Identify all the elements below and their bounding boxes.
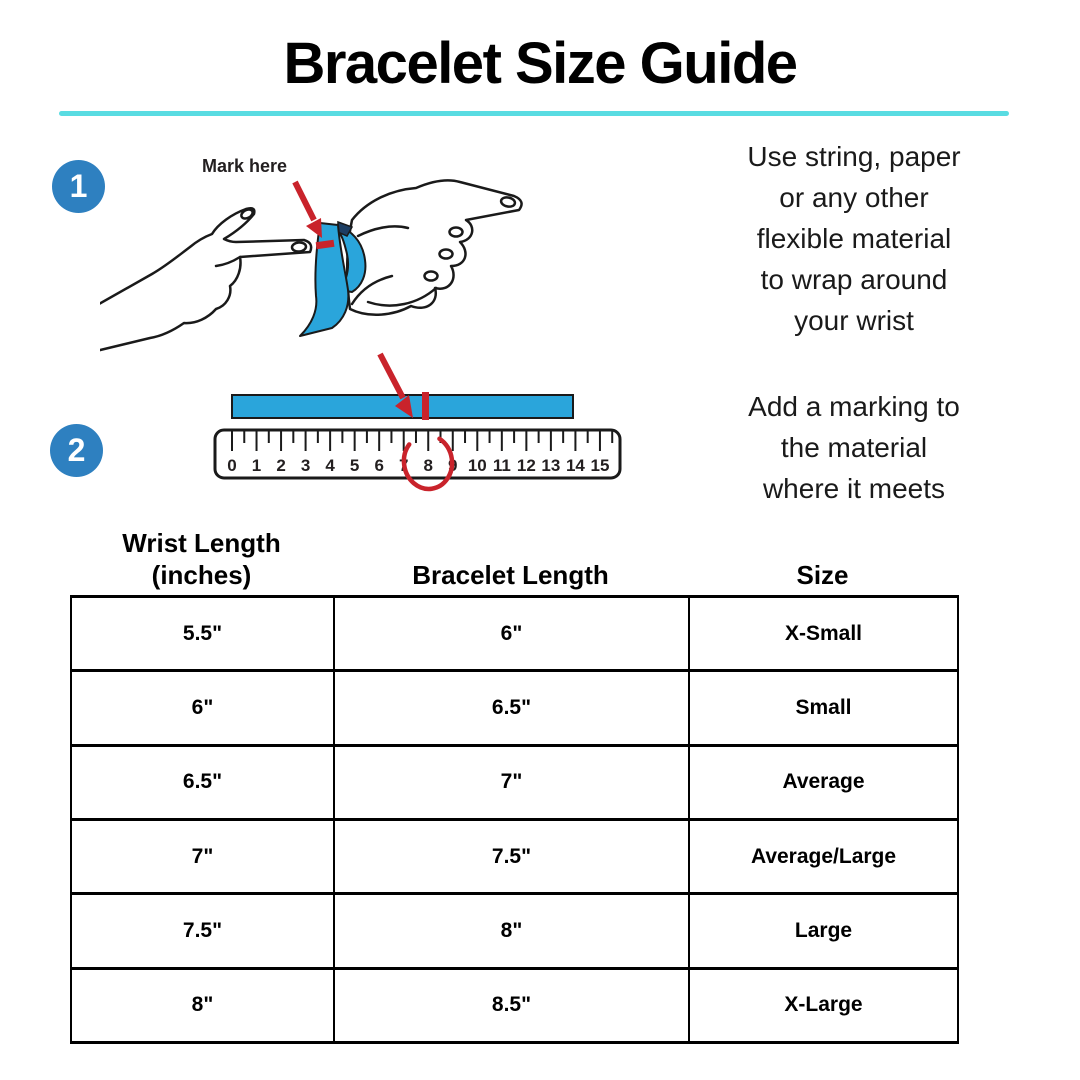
- bracelet-length-cell: 7": [334, 745, 689, 819]
- header-line: Size: [796, 560, 849, 590]
- header-line: Wrist Length: [122, 528, 281, 558]
- wrist-length-cell: 6.5": [71, 745, 334, 819]
- step-1-badge: [52, 160, 105, 213]
- ruler-number: 1: [251, 456, 262, 475]
- strip-red-mark: [422, 392, 429, 420]
- table-row: [71, 968, 958, 1042]
- ruler-number: 12: [516, 456, 536, 475]
- header-line: (inches): [151, 560, 252, 590]
- size-table: [70, 595, 959, 1044]
- ruler-number: 4: [325, 456, 335, 475]
- ruler-number: 9: [448, 456, 458, 475]
- size-cell: Average/Large: [689, 819, 958, 893]
- ruler-number: 10: [467, 456, 487, 475]
- instruction-line: your wrist: [794, 305, 914, 336]
- table-row: [71, 894, 958, 968]
- instruction-line: to wrap around: [760, 264, 948, 295]
- title-underline: [59, 111, 1009, 116]
- bracelet-length-cell: 6": [334, 597, 689, 671]
- bracelet-length-cell: 8": [334, 894, 689, 968]
- table-row: [71, 745, 958, 819]
- ruler-number: 15: [590, 456, 610, 475]
- wrist-length-cell: 8": [71, 968, 334, 1042]
- ruler-number: 3: [300, 456, 311, 475]
- instruction-line: the material: [780, 432, 928, 463]
- ruler-number: 8: [423, 456, 433, 475]
- instruction-line: Add a marking to: [748, 391, 960, 422]
- bracelet-length-cell: 6.5": [334, 671, 689, 745]
- ruler-number: 7: [398, 456, 409, 475]
- step-2-instruction: [684, 386, 1024, 509]
- pointing-hand-icon: [100, 208, 311, 352]
- instruction-line: or any other: [779, 182, 929, 213]
- table-row: [71, 819, 958, 893]
- ruler-illustration: [210, 350, 630, 500]
- open-hand-icon: [347, 180, 521, 314]
- wrist-length-cell: 5.5": [71, 597, 334, 671]
- header-size: [688, 524, 957, 593]
- step-2-number: 2: [67, 432, 86, 468]
- instruction-line: flexible material: [756, 223, 952, 254]
- instruction-line: where it meets: [762, 473, 946, 504]
- bracelet-length-cell: 7.5": [334, 819, 689, 893]
- wrist-length-cell: 7": [71, 819, 334, 893]
- step-2-badge: [50, 424, 103, 477]
- ruler-number: 0: [227, 456, 237, 475]
- bracelet-length-cell: 8.5": [334, 968, 689, 1042]
- size-cell: Small: [689, 671, 958, 745]
- ruler-number: 13: [541, 456, 561, 475]
- ruler-number: 6: [374, 456, 384, 475]
- ruler-number: 11: [492, 456, 511, 475]
- wrist-wrap-illustration: [100, 140, 560, 355]
- ruler-number: 2: [276, 456, 286, 475]
- size-table-headers: [70, 524, 957, 593]
- wrist-length-cell: 7.5": [71, 894, 334, 968]
- ruler-number: 5: [349, 456, 360, 475]
- size-cell: X-Small: [689, 597, 958, 671]
- size-cell: X-Large: [689, 968, 958, 1042]
- step-1-instruction: [684, 136, 1024, 341]
- step-1-number: 1: [69, 168, 88, 204]
- size-cell: Average: [689, 745, 958, 819]
- header-line: Bracelet Length: [412, 560, 609, 590]
- size-cell: Large: [689, 894, 958, 968]
- page-title: Bracelet Size Guide: [283, 31, 797, 96]
- table-row: [71, 671, 958, 745]
- mark-here-label: Mark here: [202, 156, 288, 176]
- header-wrist-length: [70, 524, 333, 593]
- table-row: [71, 597, 958, 671]
- header-bracelet-length: [333, 524, 688, 593]
- wrist-length-cell: 6": [71, 671, 334, 745]
- instruction-line: Use string, paper: [747, 141, 961, 172]
- red-arrow-icon: [295, 182, 322, 238]
- ruler-number: 14: [565, 456, 585, 475]
